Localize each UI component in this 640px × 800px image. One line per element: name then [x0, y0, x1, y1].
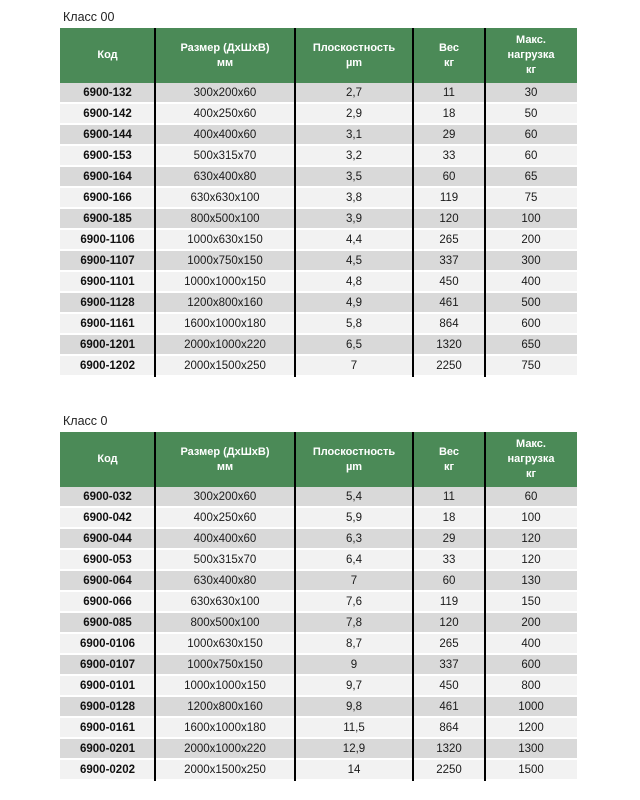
column-header-weight: [413, 28, 485, 83]
column-divider: [294, 432, 296, 781]
cell-code: 6900-166: [83, 191, 132, 204]
column-header-line: Размер (ДхШхВ): [180, 445, 270, 458]
table-row: [60, 613, 577, 634]
cell-code: 6900-1202: [80, 359, 135, 372]
cell-flatness: 12,9: [342, 742, 366, 755]
column-header-line: кг: [525, 468, 537, 480]
cell-weight: 29: [442, 532, 456, 545]
table-header-row: [60, 432, 577, 487]
column-header-line: µm: [345, 56, 363, 69]
cell-max-load: 400: [521, 637, 541, 650]
cell-flatness: 7: [350, 359, 358, 372]
column-header-code: [60, 432, 155, 487]
cell-code: 6900-153: [83, 149, 132, 162]
column-divider: [412, 28, 414, 377]
cell-size: 1000x630x150: [187, 233, 263, 246]
table-row: [60, 272, 577, 293]
column-header-line: нагрузка: [507, 453, 555, 465]
table-row: [60, 697, 577, 718]
table-row: [60, 104, 577, 125]
table-row: [60, 634, 577, 655]
column-divider: [484, 432, 486, 781]
column-divider: [154, 28, 156, 377]
cell-size: 800x500x100: [190, 616, 260, 629]
cell-size: 300x200x60: [193, 86, 257, 99]
cell-code: 6900-1106: [80, 233, 135, 246]
cell-max-load: 500: [521, 296, 541, 309]
cell-flatness: 3,9: [346, 212, 362, 225]
column-header-line: мм: [216, 460, 234, 473]
cell-max-load: 400: [521, 275, 541, 288]
class-0-section: [60, 414, 577, 781]
cell-max-load: 1200: [518, 721, 544, 734]
column-header-size: [155, 28, 295, 83]
cell-code: 6900-064: [83, 574, 132, 587]
column-header-line: нагрузка: [507, 49, 555, 61]
cell-size: 500x315x70: [193, 553, 257, 566]
cell-size: 400x250x60: [193, 511, 257, 524]
cell-weight: 2250: [436, 763, 462, 776]
cell-flatness: 2,9: [346, 107, 362, 120]
cell-size: 2000x1000x220: [184, 742, 266, 755]
cell-weight: 2250: [436, 359, 462, 372]
cell-weight: 60: [442, 170, 456, 183]
column-header-size: [155, 432, 295, 487]
table-row: [60, 146, 577, 167]
column-header-code: [60, 28, 155, 83]
cell-flatness: 8,7: [346, 637, 362, 650]
column-divider: [412, 432, 414, 781]
cell-max-load: 130: [521, 574, 541, 587]
cell-code: 6900-0128: [80, 700, 135, 713]
cell-max-load: 1500: [518, 763, 544, 776]
table-row: [60, 230, 577, 251]
cell-max-load: 60: [524, 149, 538, 162]
cell-code: 6900-144: [83, 128, 132, 141]
column-header-line: Макс.: [516, 34, 546, 46]
cell-flatness: 9,8: [346, 700, 362, 713]
cell-weight: 461: [439, 700, 459, 713]
cell-flatness: 11,5: [343, 721, 365, 734]
cell-flatness: 3,1: [346, 128, 362, 141]
cell-size: 1200x800x160: [187, 700, 263, 713]
cell-code: 6900-185: [83, 212, 132, 225]
cell-flatness: 2,7: [346, 86, 362, 99]
cell-weight: 120: [439, 616, 459, 629]
cell-max-load: 800: [521, 679, 541, 692]
cell-max-load: 150: [521, 595, 541, 608]
cell-weight: 450: [439, 679, 459, 692]
column-header-flatness: [295, 432, 413, 487]
cell-weight: 11: [443, 490, 455, 503]
cell-size: 630x630x100: [190, 595, 260, 608]
cell-size: 1000x750x150: [187, 658, 263, 671]
cell-size: 400x400x60: [193, 532, 257, 545]
cell-flatness: 3,2: [346, 149, 362, 162]
cell-weight: 11: [443, 86, 455, 99]
cell-weight: 119: [439, 191, 459, 204]
table-row: [60, 571, 577, 592]
table-row: [60, 487, 577, 508]
cell-size: 2000x1500x250: [184, 359, 266, 372]
table-row: [60, 125, 577, 146]
column-header-line: Плоскостность: [312, 445, 396, 458]
column-header-line: Вес: [438, 445, 460, 458]
cell-weight: 18: [442, 107, 456, 120]
cell-code: 6900-0161: [80, 721, 135, 734]
cell-weight: 337: [439, 658, 459, 671]
cell-code: 6900-132: [83, 86, 132, 99]
cell-size: 1000x750x150: [187, 254, 263, 267]
cell-flatness: 9: [350, 658, 358, 671]
cell-max-load: 100: [521, 511, 541, 524]
cell-weight: 33: [442, 553, 456, 566]
cell-size: 630x400x80: [193, 170, 257, 183]
table-row: [60, 209, 577, 230]
column-header-weight: [413, 432, 485, 487]
class-00-section: [60, 10, 577, 377]
spec-table-class-00: [60, 28, 577, 377]
table-header-row: [60, 28, 577, 83]
cell-max-load: 200: [521, 233, 541, 246]
table-row: [60, 188, 577, 209]
cell-weight: 461: [439, 296, 459, 309]
cell-size: 400x400x60: [193, 128, 257, 141]
table-row: [60, 314, 577, 335]
table-row: [60, 592, 577, 613]
column-header-line: µm: [345, 460, 363, 473]
cell-code: 6900-0202: [80, 763, 135, 776]
column-divider: [154, 432, 156, 781]
cell-size: 500x315x70: [193, 149, 257, 162]
cell-max-load: 60: [524, 128, 538, 141]
cell-flatness: 5,9: [346, 511, 362, 524]
cell-weight: 864: [439, 317, 459, 330]
cell-size: 1000x630x150: [187, 637, 263, 650]
cell-code: 6900-1161: [80, 317, 135, 330]
table-row: [60, 167, 577, 188]
cell-size: 400x250x60: [193, 107, 257, 120]
table-row: [60, 739, 577, 760]
cell-size: 2000x1500x250: [184, 763, 266, 776]
cell-weight: 1320: [436, 338, 462, 351]
cell-weight: 120: [439, 212, 459, 225]
cell-flatness: 4,4: [346, 233, 362, 246]
cell-code: 6900-142: [83, 107, 132, 120]
cell-flatness: 4,8: [346, 275, 362, 288]
cell-max-load: 120: [521, 553, 541, 566]
column-header-line: Плоскостность: [312, 41, 396, 54]
table-row: [60, 550, 577, 571]
cell-max-load: 75: [524, 191, 538, 204]
cell-flatness: 4,9: [346, 296, 362, 309]
cell-code: 6900-1101: [80, 275, 135, 288]
spec-table-class-0: [60, 432, 577, 781]
table-row: [60, 718, 577, 739]
table-row: [60, 335, 577, 356]
table-row: [60, 508, 577, 529]
column-header-line: кг: [443, 56, 455, 69]
table-row: [60, 356, 577, 377]
cell-size: 1000x1000x150: [184, 679, 266, 692]
cell-size: 1600x1000x180: [184, 317, 266, 330]
cell-weight: 265: [439, 637, 459, 650]
table-row: [60, 83, 577, 104]
cell-code: 6900-032: [83, 490, 132, 503]
cell-flatness: 6,5: [346, 338, 362, 351]
cell-size: 630x630x100: [190, 191, 260, 204]
cell-max-load: 600: [521, 317, 541, 330]
column-header-line: Код: [97, 49, 118, 61]
column-header-flatness: [295, 28, 413, 83]
cell-weight: 119: [439, 595, 459, 608]
table-row: [60, 676, 577, 697]
table-title-class-00: Класс 00: [63, 10, 115, 24]
table-row: [60, 251, 577, 272]
cell-max-load: 1300: [518, 742, 544, 755]
cell-flatness: 6,3: [346, 532, 362, 545]
cell-code: 6900-0107: [80, 658, 135, 671]
cell-code: 6900-042: [83, 511, 132, 524]
cell-flatness: 9,7: [346, 679, 362, 692]
cell-flatness: 7,8: [346, 616, 362, 629]
cell-size: 2000x1000x220: [184, 338, 266, 351]
cell-flatness: 7,6: [346, 595, 362, 608]
cell-code: 6900-0106: [80, 637, 135, 650]
column-divider: [484, 28, 486, 377]
cell-code: 6900-1107: [80, 254, 135, 267]
cell-size: 300x200x60: [193, 490, 257, 503]
column-header-line: Вес: [438, 41, 460, 54]
cell-max-load: 120: [521, 532, 541, 545]
cell-size: 630x400x80: [193, 574, 257, 587]
cell-weight: 33: [442, 149, 456, 162]
cell-code: 6900-085: [83, 616, 132, 629]
column-header-max-load: [485, 432, 577, 487]
cell-code: 6900-053: [83, 553, 132, 566]
cell-code: 6900-0101: [80, 679, 135, 692]
table-row: [60, 655, 577, 676]
cell-max-load: 50: [524, 107, 538, 120]
cell-flatness: 5,4: [346, 490, 362, 503]
column-header-line: кг: [443, 460, 455, 473]
cell-max-load: 60: [524, 490, 538, 503]
column-header-line: Размер (ДхШхВ): [180, 41, 270, 54]
cell-weight: 1320: [436, 742, 462, 755]
cell-size: 1600x1000x180: [184, 721, 266, 734]
column-header-line: кг: [525, 64, 537, 76]
cell-max-load: 300: [521, 254, 541, 267]
cell-weight: 864: [439, 721, 459, 734]
column-divider: [294, 28, 296, 377]
cell-weight: 265: [439, 233, 459, 246]
cell-flatness: 7: [350, 574, 358, 587]
table-row: [60, 529, 577, 550]
column-header-line: Код: [97, 453, 118, 465]
cell-weight: 450: [439, 275, 459, 288]
column-header-line: мм: [216, 56, 234, 69]
cell-weight: 18: [442, 511, 456, 524]
cell-code: 6900-1201: [80, 338, 135, 351]
column-header-line: Макс.: [516, 438, 546, 450]
cell-weight: 29: [442, 128, 456, 141]
cell-code: 6900-1128: [80, 296, 135, 309]
cell-max-load: 750: [521, 359, 541, 372]
table-row: [60, 760, 577, 781]
cell-flatness: 14: [347, 763, 361, 776]
cell-flatness: 6,4: [346, 553, 362, 566]
cell-size: 800x500x100: [190, 212, 260, 225]
cell-max-load: 100: [521, 212, 541, 225]
cell-flatness: 5,8: [346, 317, 362, 330]
cell-flatness: 3,8: [346, 191, 362, 204]
cell-weight: 60: [442, 574, 456, 587]
cell-flatness: 3,5: [346, 170, 362, 183]
cell-weight: 337: [439, 254, 459, 267]
cell-code: 6900-066: [83, 595, 132, 608]
cell-max-load: 65: [524, 170, 538, 183]
cell-max-load: 30: [524, 86, 538, 99]
cell-max-load: 600: [521, 658, 541, 671]
cell-size: 1000x1000x150: [184, 275, 266, 288]
column-header-max-load: [485, 28, 577, 83]
cell-size: 1200x800x160: [187, 296, 263, 309]
cell-code: 6900-044: [83, 532, 132, 545]
table-title-class-0: Класс 0: [63, 414, 108, 428]
cell-max-load: 1000: [518, 700, 544, 713]
cell-code: 6900-0201: [80, 742, 135, 755]
cell-flatness: 4,5: [346, 254, 362, 267]
cell-max-load: 650: [521, 338, 541, 351]
table-row: [60, 293, 577, 314]
cell-code: 6900-164: [83, 170, 132, 183]
cell-max-load: 200: [521, 616, 541, 629]
